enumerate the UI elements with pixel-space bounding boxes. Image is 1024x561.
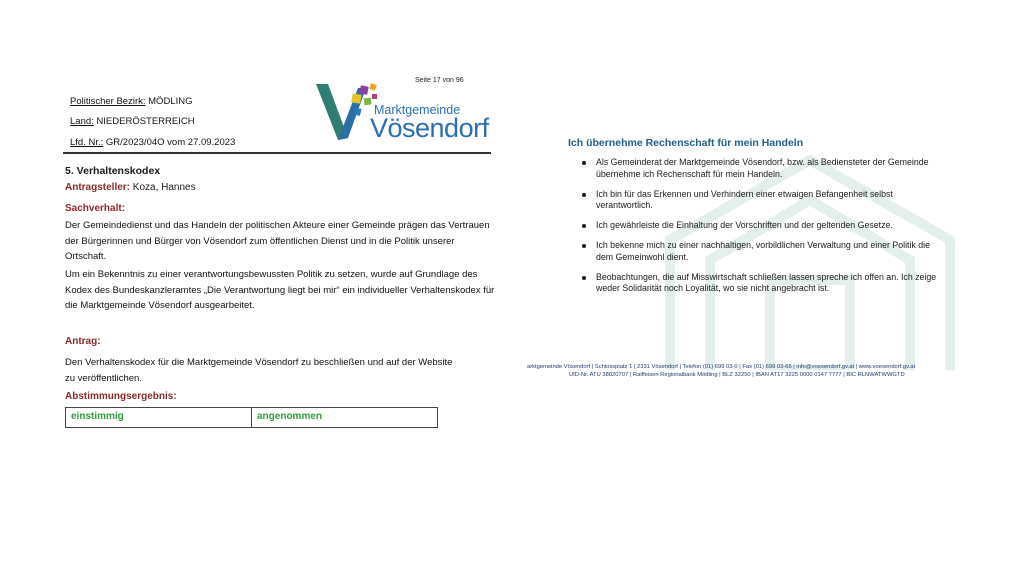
vote-result-unanimous: einstimmig bbox=[71, 411, 124, 422]
vote-result-table bbox=[65, 407, 438, 428]
code-of-conduct-slide bbox=[520, 110, 1000, 400]
district-label: Politischer Bezirk: bbox=[70, 96, 146, 107]
footer-bank-details: UID-Nr. ATU 38020707 | Raiffeisen Regionalbank Mödling | BLZ 32250 | IBAN AT17 3225 0000 0147 7777 | BIC RLNWATWWGTD bbox=[569, 372, 905, 378]
bullet-item: Als Gemeinderat der Marktgemeinde Vösendorf, bzw. als Bediensteter der Gemeinde übernehme ich Rechenschaft für mein Handeln. bbox=[582, 157, 942, 180]
facts-paragraph-2: Um ein Bekenntnis zu einer verantwortungsbewussten Politik zu setzen, wurde auf Grundlage des Kodex des Bundeskanzleramtes „Die Verantwortung liegt bei mir“ ein individueller Verhaltenskodex für die Marktgemeinde Vösendorf ausgearbeitet. bbox=[65, 269, 495, 311]
slide-title: Ich übernehme Rechenschaft für mein Handeln bbox=[568, 137, 804, 149]
state-label: Land: bbox=[70, 116, 94, 127]
bullet-dot-icon bbox=[582, 276, 586, 280]
motion-text: Den Verhaltenskodex für die Marktgemeinde Vösendorf zu beschließen und auf der Website zu veröffentlichen. bbox=[65, 357, 453, 384]
reference-value: GR/2023/04O vom 27.09.2023 bbox=[103, 137, 236, 148]
state-value: NIEDERÖSTERREICH bbox=[93, 116, 195, 127]
district-value: MÖDLING bbox=[145, 96, 193, 107]
bullet-item: Ich bin für das Erkennen und Verhindern einer etwaigen Befangenheit selbst verantwortlich. bbox=[582, 189, 942, 212]
applicant-line bbox=[65, 182, 196, 193]
facts-heading: Sachverhalt: bbox=[65, 203, 126, 214]
section-title: 5. Verhaltenskodex bbox=[65, 165, 161, 177]
applicant-label: Antragsteller: bbox=[65, 182, 131, 193]
bullet-dot-icon bbox=[582, 161, 586, 165]
vote-heading: Abstimmungsergebnis: bbox=[65, 391, 177, 402]
header-divider bbox=[63, 152, 491, 154]
footer-address: arktgemeinde Vösendorf | Schlossplatz 1 | 2331 Vösendorf | Telefon (01) 699 03-0 | Fax (01) 699 03-66 | info@voesendorf.gv.at | www.voesendorf.gv.at bbox=[527, 364, 916, 370]
bullet-dot-icon bbox=[582, 224, 586, 228]
logo-line-voesendorf: Vösendorf bbox=[370, 113, 489, 143]
bullet-item: Beobachtungen, die auf Misswirtschaft schließen lassen spreche ich offen an. Ich zeige weder Solidarität noch Loyalität, wo sie nicht angebracht ist. bbox=[582, 272, 942, 295]
motion-heading: Antrag: bbox=[65, 336, 101, 347]
applicant-value: Koza, Hannes bbox=[130, 182, 196, 193]
bullet-item: Ich bekenne mich zu einer nachhaltigen, vorbildlichen Verwaltung und einer Politik die dem Gemeinwohl dient. bbox=[582, 240, 942, 263]
page-number: Seite 17 von 96 bbox=[415, 77, 464, 84]
reference-label: Lfd. Nr.: bbox=[70, 137, 104, 148]
state-line bbox=[70, 116, 195, 127]
bullet-dot-icon bbox=[582, 244, 586, 248]
conduct-bullet-list bbox=[582, 157, 942, 303]
vote-result-accepted: angenommen bbox=[251, 408, 437, 427]
facts-paragraph-1: Der Gemeindedienst und das Handeln der politischen Akteure einer Gemeinde prägen das Vertrauen der Bürgerinnen und Bürger von Vösendorf zum öffentlichen Dienst und in die Politik unserer Ortschaft. bbox=[65, 220, 490, 262]
bullet-dot-icon bbox=[582, 193, 586, 197]
agenda-document-page bbox=[0, 0, 510, 561]
district-line bbox=[70, 96, 192, 107]
logo-line-marktgemeinde: Marktgemeinde bbox=[374, 103, 461, 117]
reference-line bbox=[70, 137, 235, 148]
bullet-item: Ich gewährleiste die Einhaltung der Vorschriften und der geltenden Gesetze. bbox=[582, 220, 942, 232]
